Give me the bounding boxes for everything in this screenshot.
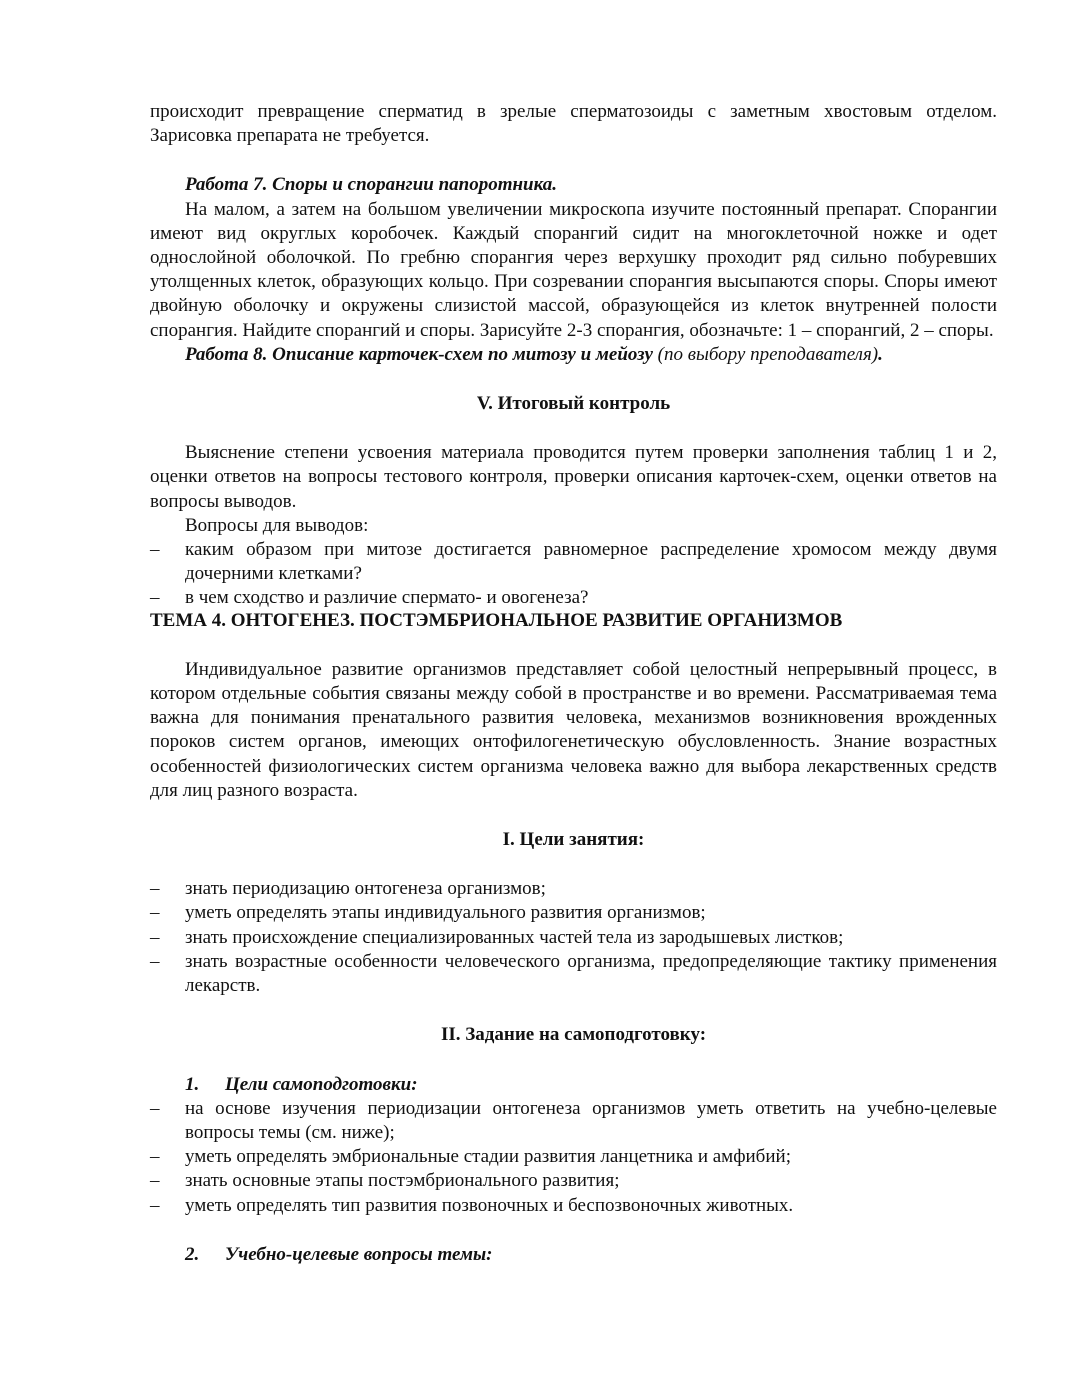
list-item-text: на основе изучения периодизации онтогенеза организмов уметь ответить на учебно-целевые вопросы темы (см. ниже); (185, 1097, 997, 1143)
spacer (150, 148, 997, 173)
list-item (150, 538, 997, 586)
dash-bullet: – (150, 1097, 160, 1119)
list-item (150, 1169, 997, 1193)
section5-heading: V. Итоговый контроль (476, 393, 671, 415)
list-item (150, 1097, 997, 1145)
list-item (150, 1145, 997, 1169)
section5-body: Выяснение степени усвоения материала проводится путем проверки заполнения таблиц 1 и 2, оценки ответов на вопросы тестового контроля, проверки описания карточек-схем, оценки ответов на вопросы выводов. (150, 442, 997, 512)
spacer (150, 1048, 997, 1073)
dash-bullet: – (150, 587, 160, 609)
spacer (150, 803, 997, 828)
intro-paragraph: происходит превращение сперматид в зрелые сперматозоиды с заметным хвостовым отделом. Зарисовка препарата не требуется. (150, 101, 997, 147)
work8-line (150, 343, 997, 367)
list-item-text: знать основные этапы постэмбрионального развития; (185, 1170, 620, 1192)
work8-note: (по выбору преподавателя) (657, 343, 879, 365)
dash-bullet: – (150, 1170, 160, 1192)
selfprep-goals-list (150, 1097, 997, 1218)
sub2-title: Учебно-целевые вопросы темы: (225, 1243, 493, 1265)
list-item-text: знать происхождение специализированных частей тела из зародышевых листков; (185, 926, 844, 948)
list-item-text: в чем сходство и различие спермато- и овогенеза? (185, 587, 589, 609)
work7-body: На малом, а затем на большом увеличении микроскопа изучите постоянный препарат. Спорангии имеют вид округлых коробочек. Каждый спорангий сидит на многоклеточной ножке и одет однослойной оболочкой. По гребню спорангия через верхушку проходит ряд сильно побуревших утолщенных клеток, образующих кольцо. При созревании спорангия высыпаются споры. Споры имеют двойную оболочку и окружены слизистой массой, образующейся из клеток внутренней полости спорангия. Найдите спорангий и споры. Зарисуйте 2-3 спорангия, обозначьте: 1 – спорангий, 2 – споры. (150, 198, 997, 341)
list-item-text: уметь определять этапы индивидуального развития организмов; (185, 902, 706, 924)
questions-label: Вопросы для выводов: (185, 514, 369, 536)
dash-bullet: – (150, 926, 160, 948)
document-page (150, 100, 997, 1267)
spacer (150, 1218, 997, 1243)
sub1-title: Цели самоподготовки: (225, 1073, 418, 1095)
work7-title: Работа 7. Споры и спорангии папоротника. (185, 174, 558, 196)
goals-heading: I. Цели занятия: (502, 829, 645, 851)
selfprep-heading: II. Задание на самоподготовку: (440, 1024, 707, 1046)
selfprep-sub1-heading (150, 1073, 997, 1097)
spacer (150, 852, 997, 877)
spacer (150, 367, 997, 392)
goals-list (150, 877, 997, 998)
spacer (150, 998, 997, 1023)
selfprep-sub2-heading (150, 1243, 997, 1267)
dash-bullet: – (150, 1194, 160, 1216)
work8-end: . (878, 343, 883, 365)
list-item-text: знать периодизацию онтогенеза организмов; (185, 878, 546, 900)
topic4-title: ТЕМА 4. ОНТОГЕНЕЗ. ПОСТЭМБРИОНАЛЬНОЕ РАЗВИТИЕ ОРГАНИЗМОВ (150, 609, 843, 631)
dash-bullet: – (150, 878, 160, 900)
list-item-text: уметь определять эмбриональные стадии развития ланцетника и амфибий; (185, 1146, 791, 1168)
dash-bullet: – (150, 902, 160, 924)
topic4-intro: Индивидуальное развитие организмов представляет собой целостный непрерывный процесс, в котором отдельные события связаны между собой в пространстве и во времени. Рассматриваемая тема важна для понимания пренатального развития человека, механизмов возникновения врожденных пороков систем органов, имеющих онтофилогенетическую обусловленность. Знание возрастных особенностей физиологических систем организма человека важно для выбора лекарственных средств для лиц разного возраста. (150, 658, 997, 801)
list-item-text: каким образом при митозе достигается равномерное распределение хромосом между двумя дочерними клетками? (185, 539, 997, 585)
list-item (150, 877, 997, 901)
work8-title: Работа 8. Описание карточек-схем по митозу и мейозу (185, 343, 653, 365)
list-item (150, 586, 997, 610)
questions-list (150, 538, 997, 611)
list-item (150, 926, 997, 950)
dash-bullet: – (150, 1146, 160, 1168)
spacer (150, 416, 997, 441)
list-item (150, 901, 997, 925)
sub1-number: 1. (185, 1073, 200, 1095)
list-item-text: уметь определять тип развития позвоночных и беспозвоночных животных. (185, 1194, 794, 1216)
list-item-text: знать возрастные особенности человеческого организма, предопределяющие тактику применения лекарств. (185, 950, 997, 997)
dash-bullet: – (150, 539, 160, 561)
dash-bullet: – (150, 950, 160, 972)
sub2-number: 2. (185, 1243, 200, 1265)
list-item (150, 1194, 997, 1218)
list-item (150, 950, 997, 998)
spacer (150, 633, 997, 658)
